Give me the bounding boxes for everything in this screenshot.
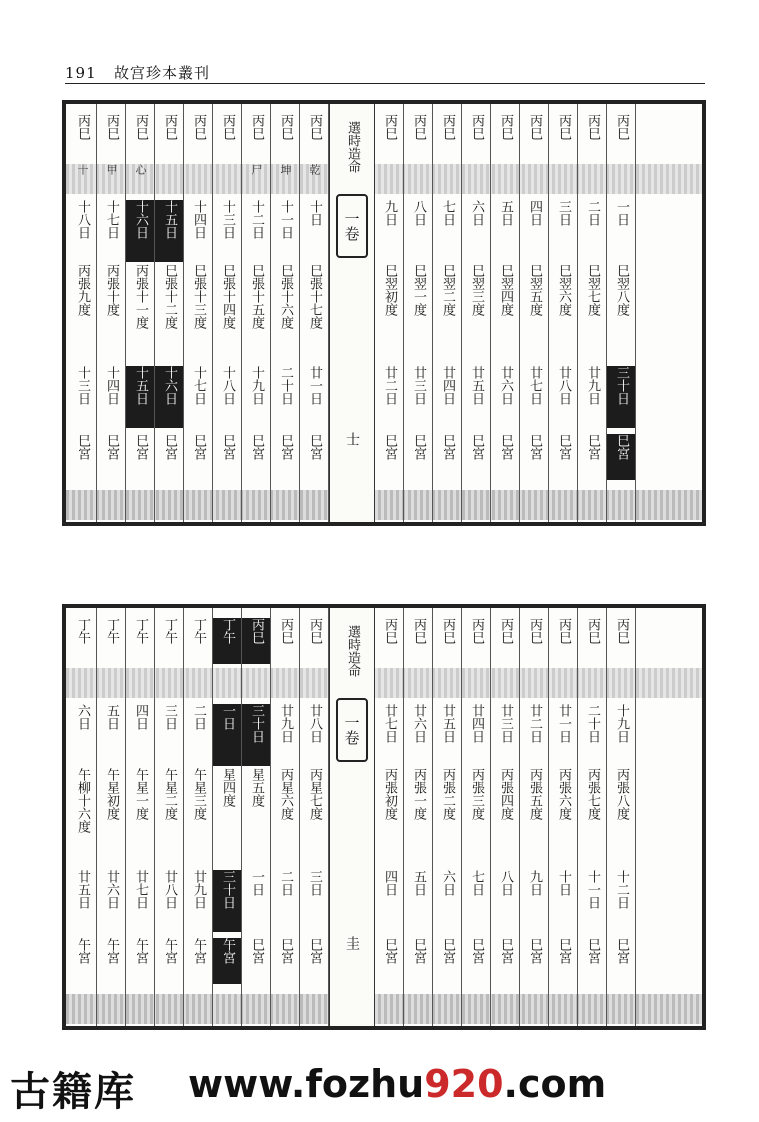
cell-day2: 十七日 [191, 366, 206, 405]
cell-band [549, 668, 577, 698]
cell-ganzhi: 丙巳 [220, 114, 235, 140]
cell-band [520, 164, 548, 194]
cell-day1: 廿二日 [527, 704, 542, 743]
cell-palace: 巳宮 [104, 434, 119, 460]
cell-ganzhi: 丙巳 [249, 114, 264, 140]
cell-day2: 三十日 [607, 366, 635, 428]
cell-deg: 巳翌四度 [498, 264, 513, 316]
cell-ganzhi: 丙巳 [498, 114, 513, 140]
almanac-column [375, 608, 404, 1026]
cell-day1: 十日 [307, 200, 322, 226]
cell-ganzhi: 丁午 [213, 618, 241, 664]
cell-ganzhi: 丙巳 [307, 114, 322, 140]
almanac-column [155, 104, 184, 522]
cell-deg: 丙張七度 [585, 768, 600, 820]
watermark-name: 古籍库 [10, 1069, 136, 1115]
cell-day2: 廿一日 [307, 366, 322, 405]
cell-day1: 一日 [213, 704, 241, 766]
cell-palace: 巳宮 [585, 434, 600, 460]
almanac-column [433, 608, 462, 1026]
cell-day2: 四日 [382, 870, 397, 896]
cell-ganzhi: 丙巳 [556, 618, 571, 644]
almanac-column [607, 608, 636, 1026]
cell-day2: 廿七日 [527, 366, 542, 405]
cell-day2: 廿九日 [191, 870, 206, 909]
cell-ganzhi: 丙巳 [162, 114, 177, 140]
cell-day2: 十三日 [75, 366, 90, 405]
cell-deg: 丙星六度 [278, 768, 293, 820]
cell-deg: 丙張一度 [411, 768, 426, 820]
cell-day1: 廿七日 [382, 704, 397, 743]
cell-palace: 巳宮 [278, 938, 293, 964]
almanac-column [242, 104, 271, 522]
cell-deg: 丙張三度 [469, 768, 484, 820]
cell-palace: 巳宮 [382, 434, 397, 460]
cell-palace: 巳宮 [556, 434, 571, 460]
almanac-column [213, 608, 242, 1026]
site-watermark [10, 1058, 750, 1115]
cell-ganzhi: 丁午 [162, 618, 177, 644]
almanac-column [126, 104, 155, 522]
cell-deg: 巳翌一度 [411, 264, 426, 316]
cell-palace: 巳宮 [249, 938, 264, 964]
cell-palace: 巳宮 [527, 938, 542, 964]
center-title-strip [329, 608, 375, 1026]
almanac-column [549, 104, 578, 522]
cell-ganzhi: 丙巳 [469, 618, 484, 644]
cell-deg: 午星二度 [162, 768, 177, 820]
cell-ganzhi: 丁午 [133, 618, 148, 644]
almanac-column [491, 104, 520, 522]
cell-deg: 丙張四度 [498, 768, 513, 820]
cell-day1: 廿九日 [278, 704, 293, 743]
cell-ganzhi: 丙巳 [242, 618, 270, 664]
cell-band [578, 164, 606, 194]
cell-day2: 十六日 [155, 366, 183, 428]
cell-band [184, 164, 212, 194]
cell-day1: 十九日 [614, 704, 629, 743]
cell-palace: 午宮 [133, 938, 148, 964]
cell-ganzhi: 丙巳 [307, 618, 322, 644]
cell-band: 心 [134, 164, 147, 175]
cell-band [242, 668, 270, 698]
cell-day1: 四日 [133, 704, 148, 730]
almanac-column [404, 608, 433, 1026]
almanac-column [155, 608, 184, 1026]
cell-deg: 丙星七度 [307, 768, 322, 820]
cell-day2: 廿三日 [411, 366, 426, 405]
cell-band [213, 668, 241, 698]
page-header [65, 58, 705, 84]
cell-band [375, 668, 403, 698]
cell-deg: 巳張十二度 [162, 264, 177, 329]
cell-day2: 十二日 [614, 870, 629, 909]
almanac-column [184, 608, 213, 1026]
cell-deg: 丙張九度 [75, 264, 90, 316]
cell-day1: 廿三日 [498, 704, 513, 743]
cell-day2: 九日 [527, 870, 542, 896]
cell-deg: 巳翌初度 [382, 264, 397, 316]
cell-palace: 巳宮 [469, 434, 484, 460]
cell-day1: 十八日 [75, 200, 90, 239]
cell-deg: 午星初度 [104, 768, 119, 820]
cell-day1: 一日 [614, 200, 629, 226]
cell-deg: 巳翌二度 [440, 264, 455, 316]
cell-day2: 十九日 [249, 366, 264, 405]
cell-day1: 三十日 [242, 704, 270, 766]
almanac-column [184, 104, 213, 522]
cell-deg: 丙張十度 [104, 264, 119, 316]
cell-day1: 九日 [382, 200, 397, 226]
cell-day1: 十五日 [155, 200, 183, 262]
cell-deg: 丙張十一度 [133, 264, 148, 329]
cell-day2: 二十日 [278, 366, 293, 405]
almanac-column [462, 104, 491, 522]
cell-deg: 丙張五度 [527, 768, 542, 820]
cell-palace: 巳宮 [307, 434, 322, 460]
cell-band [462, 668, 490, 698]
cell-band: 十 [76, 164, 89, 175]
cell-band [433, 164, 461, 194]
cell-day1: 八日 [411, 200, 426, 226]
cell-day1: 五日 [104, 704, 119, 730]
almanac-column [97, 104, 126, 522]
almanac-column [300, 104, 329, 522]
almanac-column [462, 608, 491, 1026]
cell-band [184, 668, 212, 698]
cell-day1: 十三日 [220, 200, 235, 239]
cell-deg: 午星一度 [133, 768, 148, 820]
cell-ganzhi: 丙巳 [75, 114, 90, 140]
cell-day1: 七日 [440, 200, 455, 226]
cell-palace: 午宮 [213, 938, 241, 984]
cell-deg: 巳翌三度 [469, 264, 484, 316]
cell-palace: 巳宮 [307, 938, 322, 964]
cell-day2: 廿五日 [469, 366, 484, 405]
header-rule [65, 83, 705, 84]
cell-band [155, 668, 183, 698]
cell-ganzhi: 丁午 [104, 618, 119, 644]
cell-band: 坤 [279, 164, 292, 175]
cell-day1: 廿六日 [411, 704, 426, 743]
cell-day1: 廿一日 [556, 704, 571, 743]
almanac-column [404, 104, 433, 522]
cell-ganzhi: 丙巳 [411, 114, 426, 140]
cell-ganzhi: 丙巳 [411, 618, 426, 644]
panel-grid [66, 608, 702, 1026]
almanac-column [68, 608, 97, 1026]
cell-deg: 巳張十三度 [191, 264, 206, 329]
cell-band [607, 668, 635, 698]
cell-deg: 丙張八度 [614, 768, 629, 820]
cell-ganzhi: 丙巳 [527, 618, 542, 644]
almanac-panel-bottom [62, 604, 706, 1030]
cell-day2: 廿九日 [585, 366, 600, 405]
cell-ganzhi: 丙巳 [191, 114, 206, 140]
almanac-column [271, 608, 300, 1026]
cell-band [433, 668, 461, 698]
almanac-column [578, 104, 607, 522]
almanac-column [549, 608, 578, 1026]
cell-palace: 午宮 [191, 938, 206, 964]
cell-palace: 巳宮 [440, 938, 455, 964]
cell-ganzhi: 丙巳 [469, 114, 484, 140]
cell-palace: 巳宮 [162, 434, 177, 460]
cell-day2: 廿四日 [440, 366, 455, 405]
cell-palace: 巳宮 [411, 938, 426, 964]
cell-day2: 廿八日 [556, 366, 571, 405]
almanac-column [375, 104, 404, 522]
cell-deg: 丙張二度 [440, 768, 455, 820]
cell-day1: 十一日 [278, 200, 293, 239]
cell-day2: 廿六日 [104, 870, 119, 909]
cell-ganzhi: 丙巳 [440, 618, 455, 644]
header-text [65, 62, 210, 83]
cell-day1: 六日 [75, 704, 90, 730]
cell-palace: 巳宮 [498, 938, 513, 964]
center-title-strip [329, 104, 375, 522]
cell-deg: 巳翌五度 [527, 264, 542, 316]
cell-deg: 巳翌六度 [556, 264, 571, 316]
cell-ganzhi: 丁午 [191, 618, 206, 644]
almanac-panel-top [62, 100, 706, 526]
cell-palace: 午宮 [75, 938, 90, 964]
cell-ganzhi: 丙巳 [585, 618, 600, 644]
almanac-column [300, 608, 329, 1026]
cell-day1: 四日 [527, 200, 542, 226]
cell-band [578, 668, 606, 698]
cell-day1: 二十日 [585, 704, 600, 743]
cell-deg: 巳張十五度 [249, 264, 264, 329]
cell-band: 乾 [308, 164, 321, 175]
cell-band: 尸 [250, 164, 263, 175]
cell-day2: 廿七日 [133, 870, 148, 909]
cell-day2: 二日 [278, 870, 293, 896]
panel-grid [66, 104, 702, 522]
watermark-url: www.fozhu920.com [188, 1062, 607, 1106]
page-number: 191 [65, 64, 97, 82]
cell-day1: 十四日 [191, 200, 206, 239]
cell-deg: 丙張初度 [382, 768, 397, 820]
cell-day2: 十日 [556, 870, 571, 896]
cell-day2: 七日 [469, 870, 484, 896]
almanac-column [578, 608, 607, 1026]
cell-day2: 八日 [498, 870, 513, 896]
cell-palace: 巳宮 [469, 938, 484, 964]
cell-day1: 三日 [556, 200, 571, 226]
cell-palace: 巳宮 [585, 938, 600, 964]
cell-day1: 廿四日 [469, 704, 484, 743]
cell-palace: 午宮 [162, 938, 177, 964]
cell-day2: 六日 [440, 870, 455, 896]
almanac-column [520, 608, 549, 1026]
cell-deg: 丙張六度 [556, 768, 571, 820]
cell-palace: 巳宮 [382, 938, 397, 964]
cell-band [97, 668, 125, 698]
cell-deg: 巳張十四度 [220, 264, 235, 329]
cell-deg: 巳翌八度 [614, 264, 629, 316]
cell-band [404, 668, 432, 698]
cell-day2: 廿八日 [162, 870, 177, 909]
cell-palace: 巳宮 [614, 938, 629, 964]
cell-palace: 巳宮 [498, 434, 513, 460]
cell-palace: 巳宮 [249, 434, 264, 460]
cell-day2: 十四日 [104, 366, 119, 405]
cell-day2: 十一日 [585, 870, 600, 909]
cell-day1: 六日 [469, 200, 484, 226]
cell-band [213, 164, 241, 194]
cell-ganzhi: 丙巳 [527, 114, 542, 140]
cell-day2: 三日 [307, 870, 322, 896]
cell-ganzhi: 丙巳 [278, 618, 293, 644]
cell-palace: 巳宮 [411, 434, 426, 460]
center-title: 選時造命 [345, 625, 360, 677]
cell-deg: 午柳十六度 [75, 768, 90, 833]
cell-palace: 巳宮 [278, 434, 293, 460]
watermark-url-highlight: 920 [424, 1062, 504, 1106]
cell-palace: 巳宮 [75, 434, 90, 460]
cell-day2: 五日 [411, 870, 426, 896]
almanac-column [97, 608, 126, 1026]
cell-band [404, 164, 432, 194]
cell-ganzhi: 丁午 [75, 618, 90, 644]
cell-band [491, 668, 519, 698]
book-title: 故宫珍本叢刊 [113, 64, 210, 82]
cell-deg: 午星三度 [191, 768, 206, 820]
center-page: 圭 [344, 936, 360, 950]
cell-day1: 五日 [498, 200, 513, 226]
cell-palace: 巳宮 [133, 434, 148, 460]
cell-day2: 三十日 [213, 870, 241, 932]
almanac-column [607, 104, 636, 522]
center-title: 選時造命 [345, 121, 360, 173]
almanac-column [126, 608, 155, 1026]
cell-palace: 巳宮 [607, 434, 635, 480]
almanac-column [491, 608, 520, 1026]
cell-day1: 二日 [191, 704, 206, 730]
cell-ganzhi: 丙巳 [585, 114, 600, 140]
cell-ganzhi: 丙巳 [382, 618, 397, 644]
center-vol: 一卷 [336, 698, 368, 762]
cell-band [126, 668, 154, 698]
cell-ganzhi: 丙巳 [440, 114, 455, 140]
cell-day1: 三日 [162, 704, 177, 730]
cell-ganzhi: 丙巳 [498, 618, 513, 644]
cell-band [300, 668, 328, 698]
cell-day2: 一日 [249, 870, 264, 896]
cell-day2: 十五日 [126, 366, 154, 428]
cell-band: 甲 [105, 164, 118, 175]
almanac-column [271, 104, 300, 522]
cell-ganzhi: 丙巳 [614, 618, 629, 644]
cell-band [375, 164, 403, 194]
cell-day1: 十六日 [126, 200, 154, 262]
cell-day1: 廿八日 [307, 704, 322, 743]
cell-day1: 十七日 [104, 200, 119, 239]
cell-day1: 廿五日 [440, 704, 455, 743]
cell-day1: 二日 [585, 200, 600, 226]
almanac-column [433, 104, 462, 522]
almanac-column [213, 104, 242, 522]
cell-deg: 巳張十七度 [307, 264, 322, 329]
cell-band [549, 164, 577, 194]
cell-band [68, 668, 96, 698]
almanac-column [520, 104, 549, 522]
cell-band [520, 668, 548, 698]
center-vol: 一卷 [336, 194, 368, 258]
cell-day1: 十二日 [249, 200, 264, 239]
cell-ganzhi: 丙巳 [382, 114, 397, 140]
cell-ganzhi: 丙巳 [556, 114, 571, 140]
cell-ganzhi: 丙巳 [614, 114, 629, 140]
cell-band [607, 164, 635, 194]
cell-deg: 巳翌七度 [585, 264, 600, 316]
cell-band [155, 164, 183, 194]
cell-band [271, 668, 299, 698]
cell-palace: 巳宮 [556, 938, 571, 964]
cell-palace: 巳宮 [220, 434, 235, 460]
center-page: 士 [344, 432, 360, 446]
cell-palace: 巳宮 [440, 434, 455, 460]
cell-day2: 廿二日 [382, 366, 397, 405]
cell-ganzhi: 丙巳 [104, 114, 119, 140]
cell-palace: 巳宮 [527, 434, 542, 460]
almanac-column [242, 608, 271, 1026]
cell-band [491, 164, 519, 194]
cell-ganzhi: 丙巳 [133, 114, 148, 140]
cell-day2: 十八日 [220, 366, 235, 405]
cell-palace: 巳宮 [191, 434, 206, 460]
cell-day2: 廿五日 [75, 870, 90, 909]
cell-deg: 星四度 [220, 768, 235, 807]
cell-palace: 午宮 [104, 938, 119, 964]
cell-day2: 廿六日 [498, 366, 513, 405]
cell-deg: 巳張十六度 [278, 264, 293, 329]
cell-band [462, 164, 490, 194]
cell-ganzhi: 丙巳 [278, 114, 293, 140]
almanac-column [68, 104, 97, 522]
cell-deg: 星五度 [249, 768, 264, 807]
